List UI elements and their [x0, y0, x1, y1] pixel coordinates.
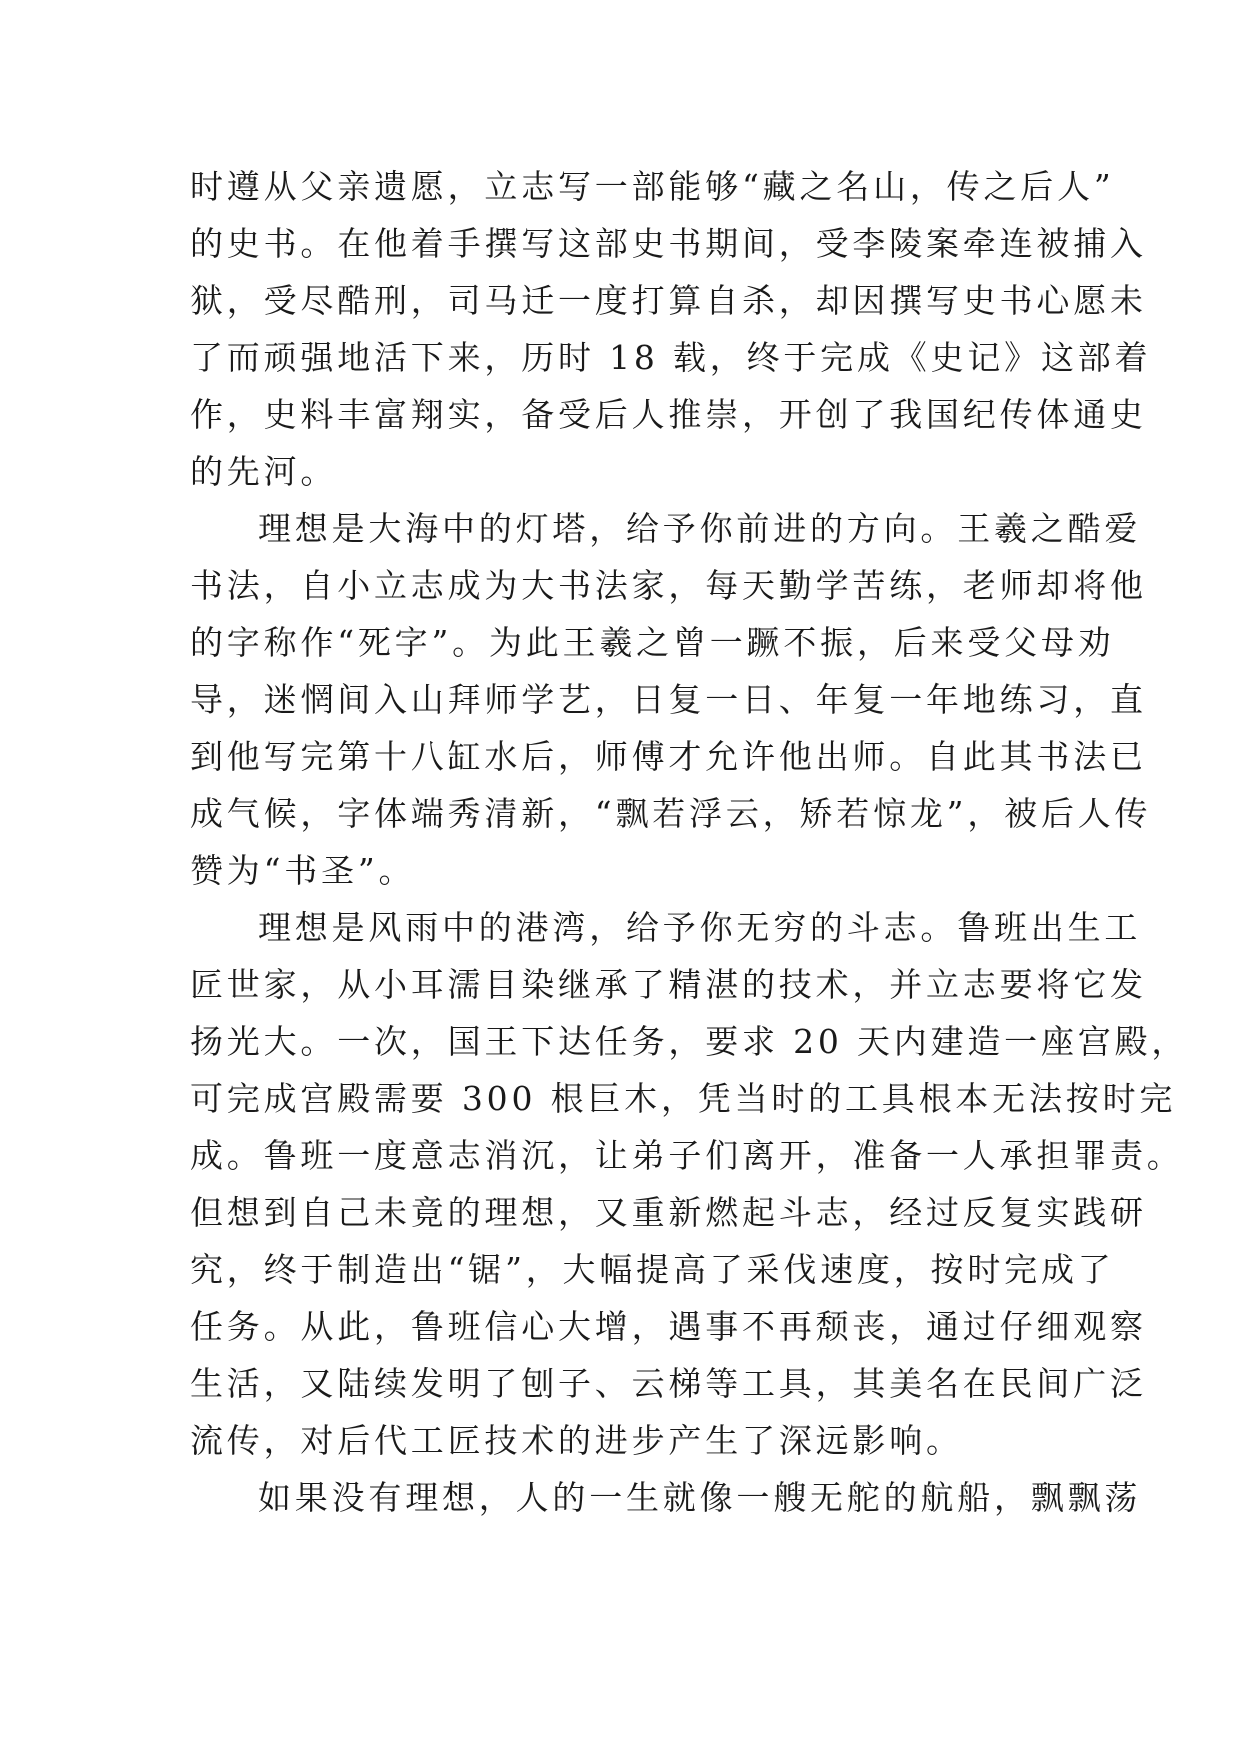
text-line: 理想是风雨中的港湾，给予你无穷的斗志。鲁班出生工 — [258, 908, 1142, 947]
paragraph — [190, 158, 1152, 500]
text-line: 作，史料丰富翔实，备受后人推崇，开创了我国纪传体通史 — [190, 395, 1147, 434]
paragraph — [190, 1469, 1142, 1526]
paragraph — [190, 899, 1189, 1469]
text-line: 扬光大。一次，国王下达任务，要求 20 天内建造一座宫殿， — [190, 1022, 1189, 1061]
text-line: 流传，对后代工匠技术的进步产生了深远影响。 — [190, 1421, 963, 1460]
text-line: 任务。从此，鲁班信心大增，遇事不再颓丧，通过仔细观察 — [190, 1307, 1147, 1346]
text-line: 的史书。在他着手撰写这部史书期间，受李陵案牵连被捕入 — [190, 224, 1147, 263]
paragraph — [190, 500, 1152, 899]
text-line: 成气候，字体端秀清新，“飘若浮云，矫若惊龙”，被后人传 — [190, 794, 1152, 833]
text-line: 但想到自己未竟的理想，又重新燃起斗志，经过反复实践研 — [190, 1193, 1147, 1232]
text-line: 书法，自小立志成为大书法家，每天勤学苦练，老师却将他 — [190, 566, 1147, 605]
text-line: 到他写完第十八缸水后，师傅才允许他出师。自此其书法已 — [190, 737, 1147, 776]
text-line: 成。鲁班一度意志消沉，让弟子们离开，准备一人承担罪责。 — [190, 1136, 1184, 1175]
text-line: 如果没有理想，人的一生就像一艘无舵的航船，飘飘荡 — [258, 1478, 1142, 1517]
text-line: 究，终于制造出“锯”，大幅提高了采伐速度，按时完成了 — [190, 1250, 1115, 1289]
text-line: 的字称作“死字”。为此王羲之曾一蹶不振，后来受父母劝 — [190, 623, 1115, 662]
text-line: 了而顽强地活下来，历时 18 载，终于完成《史记》这部着 — [190, 338, 1152, 377]
text-line: 可完成宫殿需要 300 根巨木，凭当时的工具根本无法按时完 — [190, 1079, 1177, 1118]
text-line: 时遵从父亲遗愿，立志写一部能够“藏之名山，传之后人” — [190, 167, 1115, 206]
text-line: 的先河。 — [190, 452, 338, 491]
text-line: 导，迷惘间入山拜师学艺，日复一日、年复一年地练习，直 — [190, 680, 1147, 719]
text-line: 理想是大海中的灯塔，给予你前进的方向。王羲之酷爱 — [258, 509, 1142, 548]
text-line: 匠世家，从小耳濡目染继承了精湛的技术，并立志要将它发 — [190, 965, 1147, 1004]
text-line: 赞为“书圣”。 — [190, 851, 416, 890]
text-line: 狱，受尽酷刑，司马迁一度打算自杀，却因撰写史书心愿未 — [190, 281, 1147, 320]
document-body — [190, 158, 1189, 1526]
text-line: 生活，又陆续发明了刨子、云梯等工具，其美名在民间广泛 — [190, 1364, 1147, 1403]
